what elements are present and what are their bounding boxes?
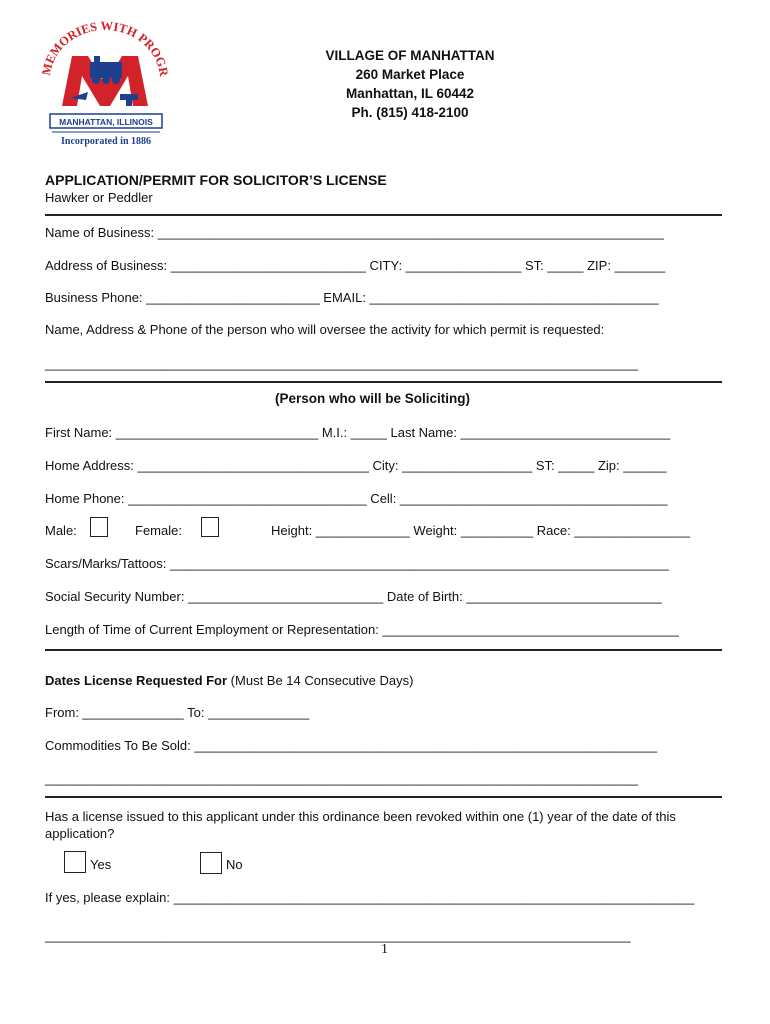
overseer-field[interactable]: __________________________________________________________________________________ bbox=[45, 356, 638, 371]
form-subtitle: Hawker or Peddler bbox=[45, 190, 153, 205]
height-weight-race-field[interactable]: Height: _____________ Weight: __________ Race: ________________ bbox=[271, 523, 691, 538]
business-address-field[interactable]: Address of Business: ___________________________ CITY: ________________ ST: _____ ZIP: _______ bbox=[45, 258, 666, 273]
ssn-dob-field[interactable]: Social Security Number: ___________________________ Date of Birth: ___________________________ bbox=[45, 589, 662, 604]
divider bbox=[45, 649, 722, 651]
scars-field[interactable]: Scars/Marks/Tattoos: _____________________________________________________________________ bbox=[45, 556, 669, 571]
logo-incorporated-text: Incorporated in 1886 bbox=[61, 136, 151, 147]
male-checkbox[interactable] bbox=[90, 517, 108, 537]
person-heading: (Person who will be Soliciting) bbox=[275, 391, 471, 406]
header-street: 260 Market Place bbox=[355, 67, 465, 82]
employment-length-field[interactable]: Length of Time of Current Employment or Representation: _________________________________________ bbox=[45, 622, 679, 637]
yes-checkbox[interactable] bbox=[64, 851, 86, 873]
divider bbox=[45, 214, 722, 216]
commodities-field[interactable]: Commodities To Be Sold: ________________________________________________________________ bbox=[45, 738, 658, 753]
female-label: Female: bbox=[135, 523, 182, 538]
from-to-field[interactable]: From: ______________ To: ______________ bbox=[45, 705, 310, 720]
business-name-field[interactable]: Name of Business: ______________________________________________________________________ bbox=[45, 225, 664, 240]
logo-ring-text: MEMORIES WITH PROGR bbox=[40, 18, 170, 78]
revoked-question-line2: application? bbox=[45, 826, 115, 841]
village-logo bbox=[40, 18, 170, 150]
business-phone-email-field[interactable]: Business Phone: ________________________ EMAIL: ________________________________________ bbox=[45, 290, 659, 305]
header-phone: Ph. (815) 418-2100 bbox=[351, 105, 469, 120]
page-number: 1 bbox=[381, 942, 388, 957]
home-phone-field[interactable]: Home Phone: _________________________________ Cell: _____________________________________ bbox=[45, 491, 668, 506]
commodities-field-line2[interactable]: __________________________________________________________________________________ bbox=[45, 771, 638, 786]
no-label: No bbox=[226, 857, 243, 872]
divider bbox=[45, 796, 722, 798]
header-village-name: VILLAGE OF MANHATTAN bbox=[325, 48, 495, 63]
home-address-field[interactable]: Home Address: ________________________________ City: __________________ ST: _____ Zip: ______ bbox=[45, 458, 667, 473]
form-title: APPLICATION/PERMIT FOR SOLICITOR’S LICENSE bbox=[45, 172, 387, 188]
header-address-block bbox=[300, 46, 520, 122]
explain-field[interactable]: If yes, please explain: ________________________________________________________________________ bbox=[45, 890, 695, 905]
male-label: Male: bbox=[45, 523, 77, 538]
overseer-label: Name, Address & Phone of the person who will oversee the activity for which permit is requested: bbox=[45, 322, 605, 337]
explain-field-line2[interactable]: _________________________________________________________________________________ bbox=[45, 928, 631, 943]
divider bbox=[45, 381, 722, 383]
dates-heading-note: (Must Be 14 Consecutive Days) bbox=[227, 673, 414, 688]
dates-heading-bold: Dates License Requested For bbox=[45, 673, 228, 688]
header-city: Manhattan, IL 60442 bbox=[345, 86, 475, 101]
village-seal-graphic bbox=[40, 18, 170, 150]
logo-place-text: MANHATTAN, ILLINOIS bbox=[59, 117, 153, 127]
female-checkbox[interactable] bbox=[201, 517, 219, 537]
revoked-question-line1: Has a license issued to this applicant under this ordinance been revoked within one (1) year of the date of this bbox=[45, 809, 676, 824]
no-checkbox[interactable] bbox=[200, 852, 222, 874]
person-name-field[interactable]: First Name: ____________________________ M.I.: _____ Last Name: _____________________________ bbox=[45, 425, 671, 440]
dates-heading bbox=[45, 673, 413, 688]
yes-label: Yes bbox=[90, 857, 112, 872]
